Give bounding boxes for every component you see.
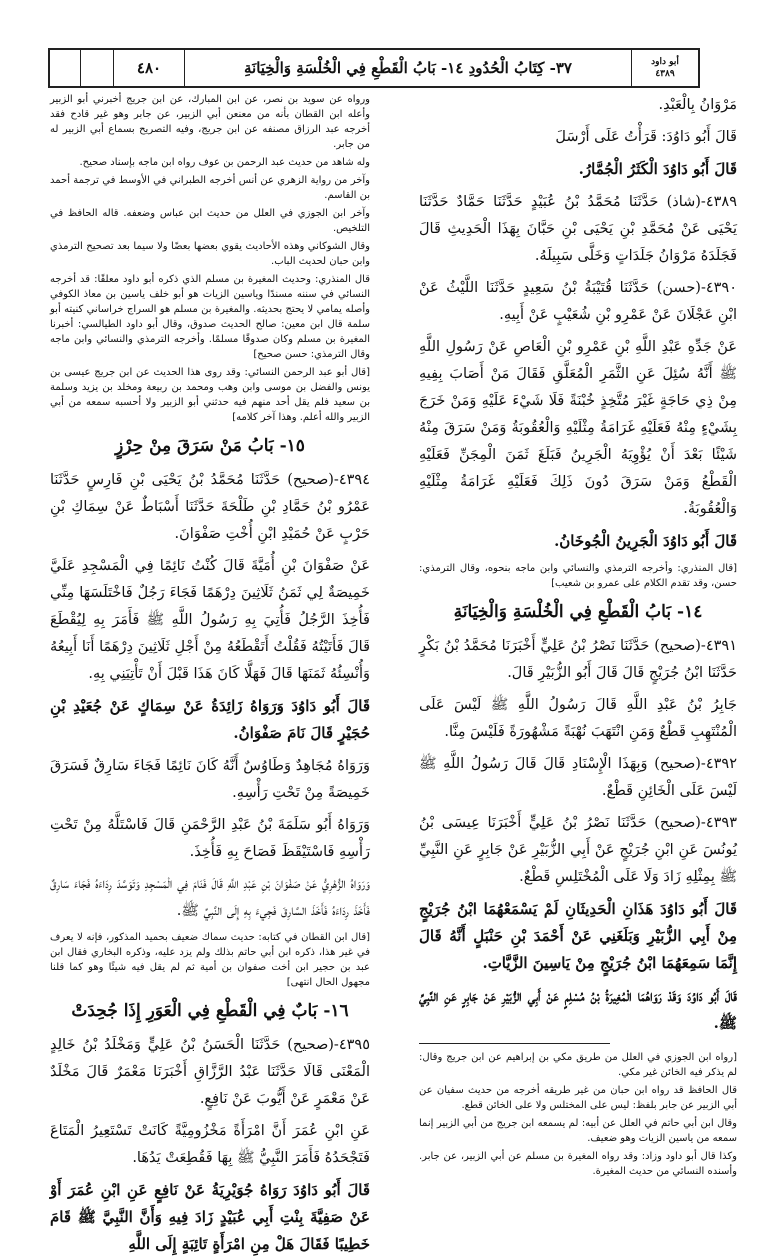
footnote: وله شاهد من حديث عبد الرحمن بن عوف رواه ابن ماجه بإسناد صحيح.	[79, 157, 370, 168]
left-column	[50, 92, 370, 1253]
abu-dawud-comment: قَالَ أَبُو دَاوُدَ رَوَاهُ جُوَيْرِيَةُ عَنْ نَافِعٍ عَنِ ابْنِ عُمَرَ أَوْ عَنْ صَفِيَّةَ بِنْتِ أَبِي عُبَيْدٍ زَادَ فِيهِ وَأَنَّ النَّبِيَّ ﷺ قَامَ خَطِيبًا فَقَالَ هَلْ مِنِ امْرَأَةٍ تَائِبَةٍ إِلَى اللَّهِ	[50, 1181, 370, 1253]
abu-dawud-comment: قَالَ أَبُو دَاوُدَ الْكَثَرُ الْجُمَّارُ.	[578, 160, 737, 178]
hadith-4394-matn: عَنْ صَفْوَانَ بْنِ أُمَيَّةَ قَالَ كُنْتُ نَائِمًا فِي الْمَسْجِدِ عَلَيَّ خَمِيصَةٌ لِي ثَمَنُ ثَلَاثِينَ دِرْهَمًا فَجَاءَ رَجُلٌ فَاخْتَلَسَهَا مِنِّي فَأُخِذَ الرَّجُلُ فَأُتِيَ بِهِ رَسُولُ اللَّهِ ﷺ فَأَمَرَ بِهِ لِيُقْطَعَ قَالَ فَأَتَيْتُهُ فَقُلْتُ أَتَقْطَعُهُ مِنْ أَجْلِ ثَلَاثِينَ دِرْهَمًا أَنَا أَبِيعُهُ وَأُنْسِئُهُ ثَمَنَهَا قَالَ فَهَلَّا كَانَ هَذَا قَبْلَ أَنْ تَأْتِيَنِي بِهِ.	[50, 558, 370, 682]
hadith-4392: ٤٣٩٢-(صحيح) وَبِهَذَا الْإِسْنَادِ قَالَ قَالَ رَسُولُ اللَّهِ ﷺ لَيْسَ عَلَى الْخَائِنِ قَطْعٌ.	[419, 756, 737, 799]
hadith-4390: ٤٣٩٠-(حسن) حَدَّثَنَا قُتَيْبَةُ بْنُ سَعِيدٍ حَدَّثَنَا اللَّيْثُ عَنْ ابْنِ عَجْلَانَ عَنْ عَمْرِو بْنِ شُعَيْبٍ عَنْ أَبِيهِ.	[419, 280, 737, 323]
abu-dawud-comment: قَالَ أَبُو دَاوُدَ الْجَرِينُ الْجُوخَانُ.	[554, 532, 737, 550]
text-paragraph: قَالَ أَبُو دَاوُدَ: قَرَأْتُ عَلَى أَرْسَلَ	[555, 129, 737, 145]
footnote: قال المنذري: وحديث المغيرة بن مسلم الذي ذكره أبو داود معلقًا: قد أخرجه النسائي في سننه مسندًا وياسين الزيات هو أبو خلف ياسين بن معاذ الكوفي وأصله يمامي لا يحتج بحديثه. والمغيرة بن مسلم هو السراج خراساني كنيته أبو سلمة قال ابن معين: صالح الحديث صدوق، وقال أبو داود الطيالسي: أخبرنا المغيرة بن مسلم وكان صدوقًا مسلمًا. وأخرجه الترمذي والنسائي وابن ماجه وقال الترمذي: حسن صحيح]	[50, 274, 370, 360]
hadith-4394: ٤٣٩٤-(صحيح) حَدَّثَنَا مُحَمَّدُ بْنُ يَحْيَى بْنِ فَارِسٍ حَدَّثَنَا عَمْرُو بْنُ حَمَّادِ بْنِ طَلْحَةَ حَدَّثَنَا أَسْبَاطٌ عَنْ سِمَاكِ بْنِ حَرْبٍ عَنْ حُمَيْدِ ابْنِ أُخْتِ صَفْوَانَ.	[50, 472, 370, 542]
chapter-heading-14: ١٤- بَابُ الْقَطْعِ فِي الْخُلْسَةِ وَالْخِيَانَةِ	[453, 602, 703, 622]
book-short-name: أبو داود	[651, 57, 679, 67]
header-empty-cell	[50, 50, 80, 86]
footnote: وقال ابن أبي حاتم في العلل عن أبيه: لم يسمعه ابن جريج من أبي الزبير إنما سمعه من ياسين الزيات وهو ضعيف.	[419, 1118, 737, 1144]
footnote: [قال أبو عبد الرحمن النسائي: وقد روى هذا الحديث عن ابن جريج عيسى بن يونس والفضل بن موسى وابن وهب ومحمد بن ربيعة ومخلد بن يزيد وسلمة بن سعيد فلم يقل أحد منهم فيه حدثني أبو الزبير ولا أحسبه سمعه من أبي الزبير والله أعلم. وهذا آخر كلامه]	[50, 367, 370, 423]
right-column	[419, 92, 737, 1177]
hadith-range: ٤٣٨٩	[655, 69, 675, 79]
chapter-heading-16: ١٦- بَابٌ فِي الْقَطْعِ فِي الْعَوَرِ إِذَا جُحِدَتْ	[71, 1001, 349, 1021]
footnote: قال الحافظ قد رواه ابن حبان من غير طريقه أخرجه من حديث سفيان عن أبي الزبير عن جابر بلفظ: ليس على المختلس ولا على الخائن قطع.	[419, 1085, 737, 1111]
hadith-4390-matn: عَنْ جَدِّهِ عَبْدِ اللَّهِ بْنِ عَمْرِو بْنِ الْعَاصِ عَنْ رَسُولِ اللَّهِ ﷺ أَنَّهُ سُئِلَ عَنِ الثَّمَرِ الْمُعَلَّقِ فَقَالَ مَنْ أَصَابَ بِفِيهِ مِنْ ذِي حَاجَةٍ غَيْرَ مُتَّخِذٍ خُبْنَةً فَلَا شَيْءَ عَلَيْهِ وَمَنْ خَرَجَ بِشَيْءٍ مِنْهُ فَعَلَيْهِ غَرَامَةُ مِثْلَيْهِ وَالْعُقُوبَةُ وَمَنْ سَرَقَ مِنْهُ شَيْئًا بَعْدَ أَنْ يُؤْوِيَهُ الْجَرِينُ فَبَلَغَ ثَمَنَ الْمِجَنِّ فَعَلَيْهِ الْقَطْعُ وَمَنْ سَرَقَ دُونَ ذَلِكَ فَعَلَيْهِ غَرَامَةُ مِثْلَيْهِ وَالْعُقُوبَةُ.	[419, 339, 737, 517]
hadith-4395-matn: عَنِ ابْنِ عُمَرَ أَنَّ امْرَأَةً مَخْزُومِيَّةً كَانَتْ تَسْتَعِيرُ الْمَتَاعَ فَتَجْحَدُهُ فَأَمَرَ النَّبِيُّ ﷺ بِهَا فَقُطِعَتْ يَدُهَا.	[50, 1123, 370, 1166]
page-number: ٤٨٠	[113, 50, 184, 86]
hadith-4393: ٤٣٩٣-(صحيح) حَدَّثَنَا نَصْرُ بْنُ عَلِيٍّ أَخْبَرَنَا عِيسَى بْنُ يُونُسَ عَنِ ابْنِ جُرَيْجٍ عَنْ أَبِي الزُّبَيْرِ عَنْ جَابِرٍ عَنِ النَّبِيِّ ﷺ بِمِثْلِهِ زَادَ وَلَا عَلَى الْمُخْتَلِسِ قَطْعٌ.	[419, 815, 737, 885]
text-paragraph: وَرَوَاهُ الزُّهْرِيُّ عَنْ صَفْوَانَ بْنِ عَبْدِ اللَّهِ قَالَ فَنَامَ فِي الْمَسْجِدِ وَتَوَسَّدَ رِدَاءَهُ فَجَاءَ سَارِقٌ فَأَخَذَ رِدَاءَهُ فَأَخَذَ السَّارِقَ فَجِيءَ بِهِ إِلَى النَّبِيِّ ﷺ.	[50, 876, 370, 919]
hadith-4391-matn: جَابِرُ بْنُ عَبْدِ اللَّهِ قَالَ رَسُولُ اللَّهِ ﷺ لَيْسَ عَلَى الْمُنْتَهِبِ قَطْعٌ وَمَنِ انْتَهَبَ نُهْبَةً مَشْهُورَةً فَلَيْسَ مِنَّا.	[419, 697, 737, 740]
hadith-4391: ٤٣٩١-(صحيح) حَدَّثَنَا نَصْرُ بْنُ عَلِيٍّ أَخْبَرَنَا مُحَمَّدُ بْنُ بَكْرٍ حَدَّثَنَا ابْنُ جُرَيْجٍ قَالَ قَالَ أَبُو الزُّبَيْرِ قَالَ.	[419, 638, 737, 681]
footnote: [رواه ابن الجوزي في العلل من طريق مكي بن إبراهيم عن ابن جريج وقال: لم يذكر فيه الخائن غير مكي.	[419, 1052, 737, 1078]
hadith-4395: ٤٣٩٥-(صحيح) حَدَّثَنَا الْحَسَنُ بْنُ عَلِيٍّ وَمَخْلَدُ بْنُ خَالِدٍ الْمَعْنَى قَالَا حَدَّثَنَا عَبْدُ الرَّزَّاقِ أَخْبَرَنَا مَعْمَرٌ قَالَ مَخْلَدٌ عَنْ مَعْمَرٍ عَنْ أَيُّوبَ عَنْ نَافِعٍ.	[50, 1037, 370, 1107]
hadith-4389: ٤٣٨٩-(شاذ) حَدَّثَنَا مُحَمَّدُ بْنُ عُبَيْدٍ حَدَّثَنَا حَمَّادٌ حَدَّثَنَا يَحْيَى عَنْ مُحَمَّدِ بْنِ يَحْيَى بْنِ حَبَّانَ بِهَذَا الْحَدِيثِ قَالَ فَجَلَدَهُ مَرْوَانُ جَلَدَاتٍ وَخَلَّى سَبِيلَهُ.	[419, 194, 737, 264]
abu-dawud-comment: قَالَ أَبُو دَاوُدَ هَذَانِ الْحَدِيثَانِ لَمْ يَسْمَعْهُمَا ابْنُ جُرَيْجٍ مِنْ أَبِي الزُّبَيْرِ وَبَلَغَنِي عَنْ أَحْمَدَ بْنِ حَنْبَلٍ أَنَّهُ قَالَ إِنَّمَا سَمِعَهُمَا ابْنُ جُرَيْجٍ مِنْ يَاسِينَ الزَّيَّاتِ.	[419, 900, 737, 972]
footnote: وآخر ابن الجوزي في العلل من حديث ابن عباس وضعفه. قاله الحافظ في التلخيص.	[50, 208, 370, 234]
footnote: وكذا قال أبو داود وزاد: وقد رواه المغيرة بن مسلم عن أبي الزبير، عن جابر. وأسنده النسائي من حديث المغيرة.	[419, 1151, 737, 1177]
footnote: [قال المنذري: وأخرجه الترمذي والنسائي وابن ماجه بنحوه، وقال الترمذي: حسن، وقد تقدم الكلام على عمرو بن شعيب]	[419, 563, 737, 589]
chapter-heading-15: ١٥- بَابُ مَنْ سَرَقَ مِنْ حِرْزٍ	[115, 436, 305, 456]
footnote: [قال ابن القطان في كتابه: حديث سماك ضعيف بحميد المذكور، فإنه لا يعرف في غير هذا، ذكره ابن أبي حاتم بذلك ولم يزد عليه، وذكره البخاري فقال ابن عبد بن حجير ابن أخت صفوان بن أمية ثم لم يقل فيه شيئًا وهو كما قلنا مجهول الحال انتهى]	[50, 932, 370, 988]
header-empty-cell	[80, 50, 113, 86]
hadith-range-box	[631, 50, 698, 86]
text-paragraph: مَرْوَانُ بِالْعَبْدِ.	[658, 97, 737, 113]
page-header	[48, 48, 700, 88]
footnote: وقال الشوكاني وهذه الأحاديث يقوي بعضها بعضًا ولا سيما بعد تصحيح الترمذي وابن حبان لحديث الباب.	[50, 241, 370, 267]
footnote: وآخر من رواية الزهري عن أنس أخرجه الطبراني في الأوسط في ترجمة أحمد بن القاسم.	[50, 175, 370, 201]
running-title: ٣٧- كِتَابُ الْحُدُودِ ١٤- بَابُ الْقَطْعِ فِي الْخُلْسَةِ وَالْخِيَانَةِ	[184, 50, 631, 86]
footnote: ورواه عن سويد بن نصر، عن ابن المبارك، عن ابن جريج أخبرني أبو الزبير وأعله ابن القطان بأنه من معنعن أبي الزبير، عن جابر وهو غير قادح فقد أخرجه عبد الرزاق مصنفه عن ابن جريج، وفيه التصريح بسماع أبي الزبير له من جابر.	[50, 94, 370, 150]
text-paragraph: وَرَوَاهُ أَبُو سَلَمَةَ بْنُ عَبْدِ الرَّحْمَنِ قَالَ فَاسْتَلَّهُ مِنْ تَحْتِ رَأْسِهِ فَاسْتَيْقَظَ فَصَاحَ بِهِ فَأُخِذَ.	[50, 817, 370, 860]
abu-dawud-comment: قَالَ أَبُو دَاوُدَ وَقَدْ رَوَاهُمَا الْمُغِيرَةُ بْنُ مُسْلِمٍ عَنْ أَبِي الزُّبَيْرِ عَنْ جَابِرٍ عَنِ النَّبِيِّ ﷺ.	[419, 987, 737, 1032]
text-paragraph: وَرَوَاهُ مُجَاهِدٌ وَطَاوُسٌ أَنَّهُ كَانَ نَائِمًا فَجَاءَ سَارِقٌ فَسَرَقَ خَمِيصَةً مِنْ تَحْتِ رَأْسِهِ.	[50, 758, 370, 801]
footnote-divider	[419, 1043, 610, 1044]
abu-dawud-comment: قَالَ أَبُو دَاوُدَ وَرَوَاهُ زَائِدَةُ عَنْ سِمَاكٍ عَنْ جُعَيْدِ بْنِ حُجَيْرٍ قَالَ نَامَ صَفْوَانُ.	[50, 697, 370, 742]
